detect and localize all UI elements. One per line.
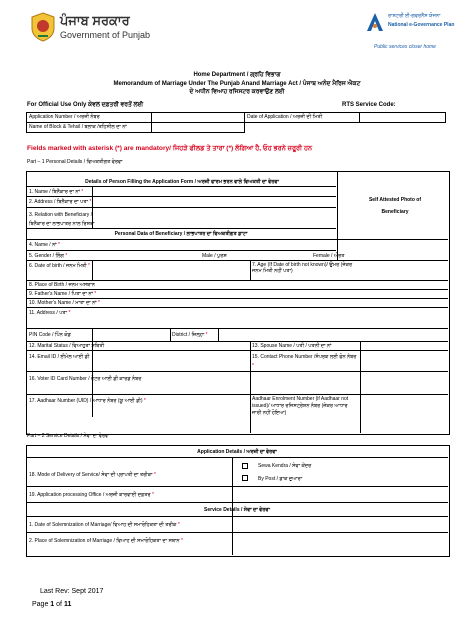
service-details-heading: Service Details / ਸੇਵਾ ਦਾ ਵੇਰਵਾ <box>204 507 270 513</box>
pin-code-label: PIN Code / ਪਿੰਨ ਕੋਡ <box>29 332 71 338</box>
personal-data-heading: Personal Data of Beneficiary / ਲਾਭਪਾਤਰ ਦਾ ਵਿਅਕਤੀਗਤ ਡਾਟਾ <box>114 231 248 237</box>
sewa-kendra-checkbox[interactable] <box>242 463 248 469</box>
page-indicator: Page 1 of 11 <box>32 601 72 608</box>
field-7-label: 7. Age (If Date of birth not known)/ ਉਮਰ (ਜੇਕਰ ਜਨਮ ਮਿਤੀ ਨਹੀਂ ਪਤਾ) <box>252 262 353 274</box>
field-5-label: 5. Gender / ਲਿੰਗ * <box>29 253 68 259</box>
block-tehsil-field[interactable] <box>152 123 245 133</box>
filler-details-heading: Details of Person Filling the Application Form / ਅਰਜ਼ੀ ਫਾਰਮ ਭਰਨ ਵਾਲੇ ਵਿਅਕਤੀ ਦਾ ਵੇਰਵਾ <box>85 179 279 185</box>
sewa-kendra-option[interactable]: Sewa Kendra / ਸੇਵਾ ਕੇਂਦਰ <box>258 463 312 469</box>
field-10-label: 10. Mother's Name / ਮਾਤਾ ਦਾ ਨਾਂ * <box>29 300 101 306</box>
field-6-label: 6. Date of birth / ਜਨਮ ਮਿਤੀ * <box>29 263 90 269</box>
field-17-label: 17. Aadhaar Number (UID) / ਆਧਾਰ ਨੰਬਰ (ਯੂ ਆਈ ਡੀ) * <box>29 398 146 404</box>
gender-female[interactable]: Female / ਔਰਤ <box>313 253 345 259</box>
department-title: Home Department / ਗ੍ਰਹਿ ਵਿਭਾਗ <box>193 72 281 78</box>
application-details-heading: Application Details / ਅਰਜ਼ੀ ਦਾ ਵੇਰਵਾ <box>197 449 277 455</box>
gov-name: Government of Punjab <box>60 30 151 40</box>
field-14-label: 14. Email ID / ਈਮੇਲ ਆਈ ਡੀ <box>29 354 90 360</box>
field-13-label: 13. Spouse Name / ਪਤੀ / ਪਤਨੀ ਦਾ ਨਾਂ <box>252 343 332 349</box>
punjab-emblem <box>30 12 56 42</box>
field-19-label: 19. Application processing Office / ਅਰਜ਼ੀ ਕਾਰਵਾਈ ਦਫ਼ਤਰ * <box>29 492 154 498</box>
service-field-1-label: 1. Date of Solemnization of Marriage/ ਵਿਆਹ ਦੀ ਸਮਾਰੋਹਿਕਤਾ ਦੀ ਤਰੀਕ * <box>29 522 180 528</box>
date-of-application-label: Date of Application / ਅਰਜ਼ੀ ਦੀ ਮਿਤੀ <box>245 113 360 123</box>
date-of-application-field[interactable] <box>360 113 446 123</box>
memorandum-title-punjabi: ਦੇ ਅਧੀਨ ਵਿਆਹ ਰਜਿਸਟਰ ਕਰਵਾਉਣ ਲਈ <box>189 89 285 95</box>
district-label: District / ਜ਼ਿਲ੍ਹਾ * <box>172 332 208 338</box>
field-3-label: 3. Relation with Beneficiary / ਬਿਨੈਕਾਰ ਦਾ ਲਾਭਪਾਤਰ ਨਾਲ ਰਿਸ਼ਤਾ <box>29 212 95 227</box>
field-2-label: 2. Address / ਬਿਨੈਕਾਰ ਦਾ ਪਤਾ * <box>29 199 92 205</box>
gender-male[interactable]: Male / ਪੁਰਸ਼ <box>202 253 227 259</box>
part1-heading: Part – 1 Personal Details / ਵਿਅਕਤੀਗਤ ਵੇਰਵਾ <box>27 159 123 165</box>
negp-tagline: Public services closer home <box>374 44 436 50</box>
field-18-label: 18. Mode of Delivery of Service/ ਸੇਵਾ ਦੀ ਪ੍ਰਾਪਤੀ ਦਾ ਤਰੀਕਾ * <box>29 472 156 478</box>
field-1-label: 1. Name / ਬਿਨੈਕਾਰ ਦਾ ਨਾਂ * <box>29 189 84 195</box>
field-9-label: 9. Father's Name / ਪਿਤਾ ਦਾ ਨਾਂ * <box>29 291 97 297</box>
field-4-label: 4. Name / ਨਾਂ * <box>29 242 60 248</box>
memorandum-title: Memorandum of Marriage Under The Punjab Anand Marriage Act / ਪੰਜਾਬ ਅਨੰਦ ਮੈਰਿਜ ਐਕਟ <box>113 81 361 87</box>
application-number-label: Application Number / ਅਰਜ਼ੀ ਨੰਬਰ <box>27 113 152 123</box>
mandatory-note: Fields marked with asterisk (*) are mandatory/ ਜਿਹੜੇ ਫੀਲਡ ਤੇ ਤਾਰਾ (*) ਲੱਗਿਆ ਹੈ, ਓਹ ਭਰਨੇ ਜ਼ਰੂਰੀ ਹਨ <box>27 145 313 152</box>
by-post-checkbox[interactable] <box>242 475 248 481</box>
official-use-label: For Official Use Only ਕੇਵਲ ਦਫ਼ਤਰੀ ਵਰਤੋਂ ਲਈ <box>27 102 144 108</box>
part2-heading: Part – 2 Service Details / ਸੇਵਾ ਦਾ ਵੇਰਵਾ <box>27 433 110 439</box>
last-revision: Last Rev: Sept 2017 <box>40 588 104 595</box>
photo-box[interactable] <box>338 172 448 260</box>
rts-service-code: RTS Service Code: <box>342 102 396 108</box>
gov-name-punjabi: ਪੰਜਾਬ ਸਰਕਾਰ <box>60 13 130 28</box>
aadhaar-enrolment-label: Aadhaar Enrolment Number (if Aadhaar not issued)/ ਆਧਾਰ ਰਜਿਸਟ੍ਰੇਸ਼ਨ ਨੰਬਰ (ਜੇਕਰ ਆਧਾਰ ਜਾਰੀ ਨਹੀਂ ਹੋਇਆ) <box>252 396 349 416</box>
photo-label: Self Attested Photo of Beneficiary <box>368 197 422 215</box>
service-field-2-label: 2. Place of Solemnization of Marriage / ਵਿਆਹ ਦੀ ਸਮਾਰੋਹਿਕਤਾ ਦਾ ਸਥਾਨ * <box>29 538 183 544</box>
negp-logo-icon <box>365 11 385 35</box>
field-16-label: 16. Voter ID Card Number / ਵੋਟਰ ਆਈ ਡੀ ਕਾਰਡ ਨੰਬਰ <box>29 376 142 382</box>
negp-line2: National e-Governance Plan <box>388 22 455 28</box>
block-tehsil-label: Name of Block & Tehsil / ਬਲਾਕ /ਤਹਿਸੀਲ ਦਾ ਨਾਂ <box>27 123 152 133</box>
application-number-field[interactable] <box>152 113 245 123</box>
field-11-label: 11. Address / ਪਤਾ * <box>29 310 71 316</box>
field-8-label: 8. Place of Birth / ਜਨਮ ਅਸਥਾਨ <box>29 282 95 288</box>
negp-line1: ਰਾਸ਼ਟਰੀ ਈ-ਗਵਰਨੈਂਸ ਯੋਜਨਾ <box>388 13 441 19</box>
field-15-label: 15. Contact Phone Number /ਸੰਪਰਕ ਲਈ ਫੋਨ ਨੰਬਰ * <box>252 354 357 369</box>
by-post-option[interactable]: By Post / ਡਾਕ ਦੁਆਰਾ <box>258 476 303 482</box>
official-use-table <box>26 112 446 133</box>
field-12-label: 12. Marital Status / ਵਿਆਹੁਤਾ ਸਥਿਤੀ <box>29 343 105 349</box>
